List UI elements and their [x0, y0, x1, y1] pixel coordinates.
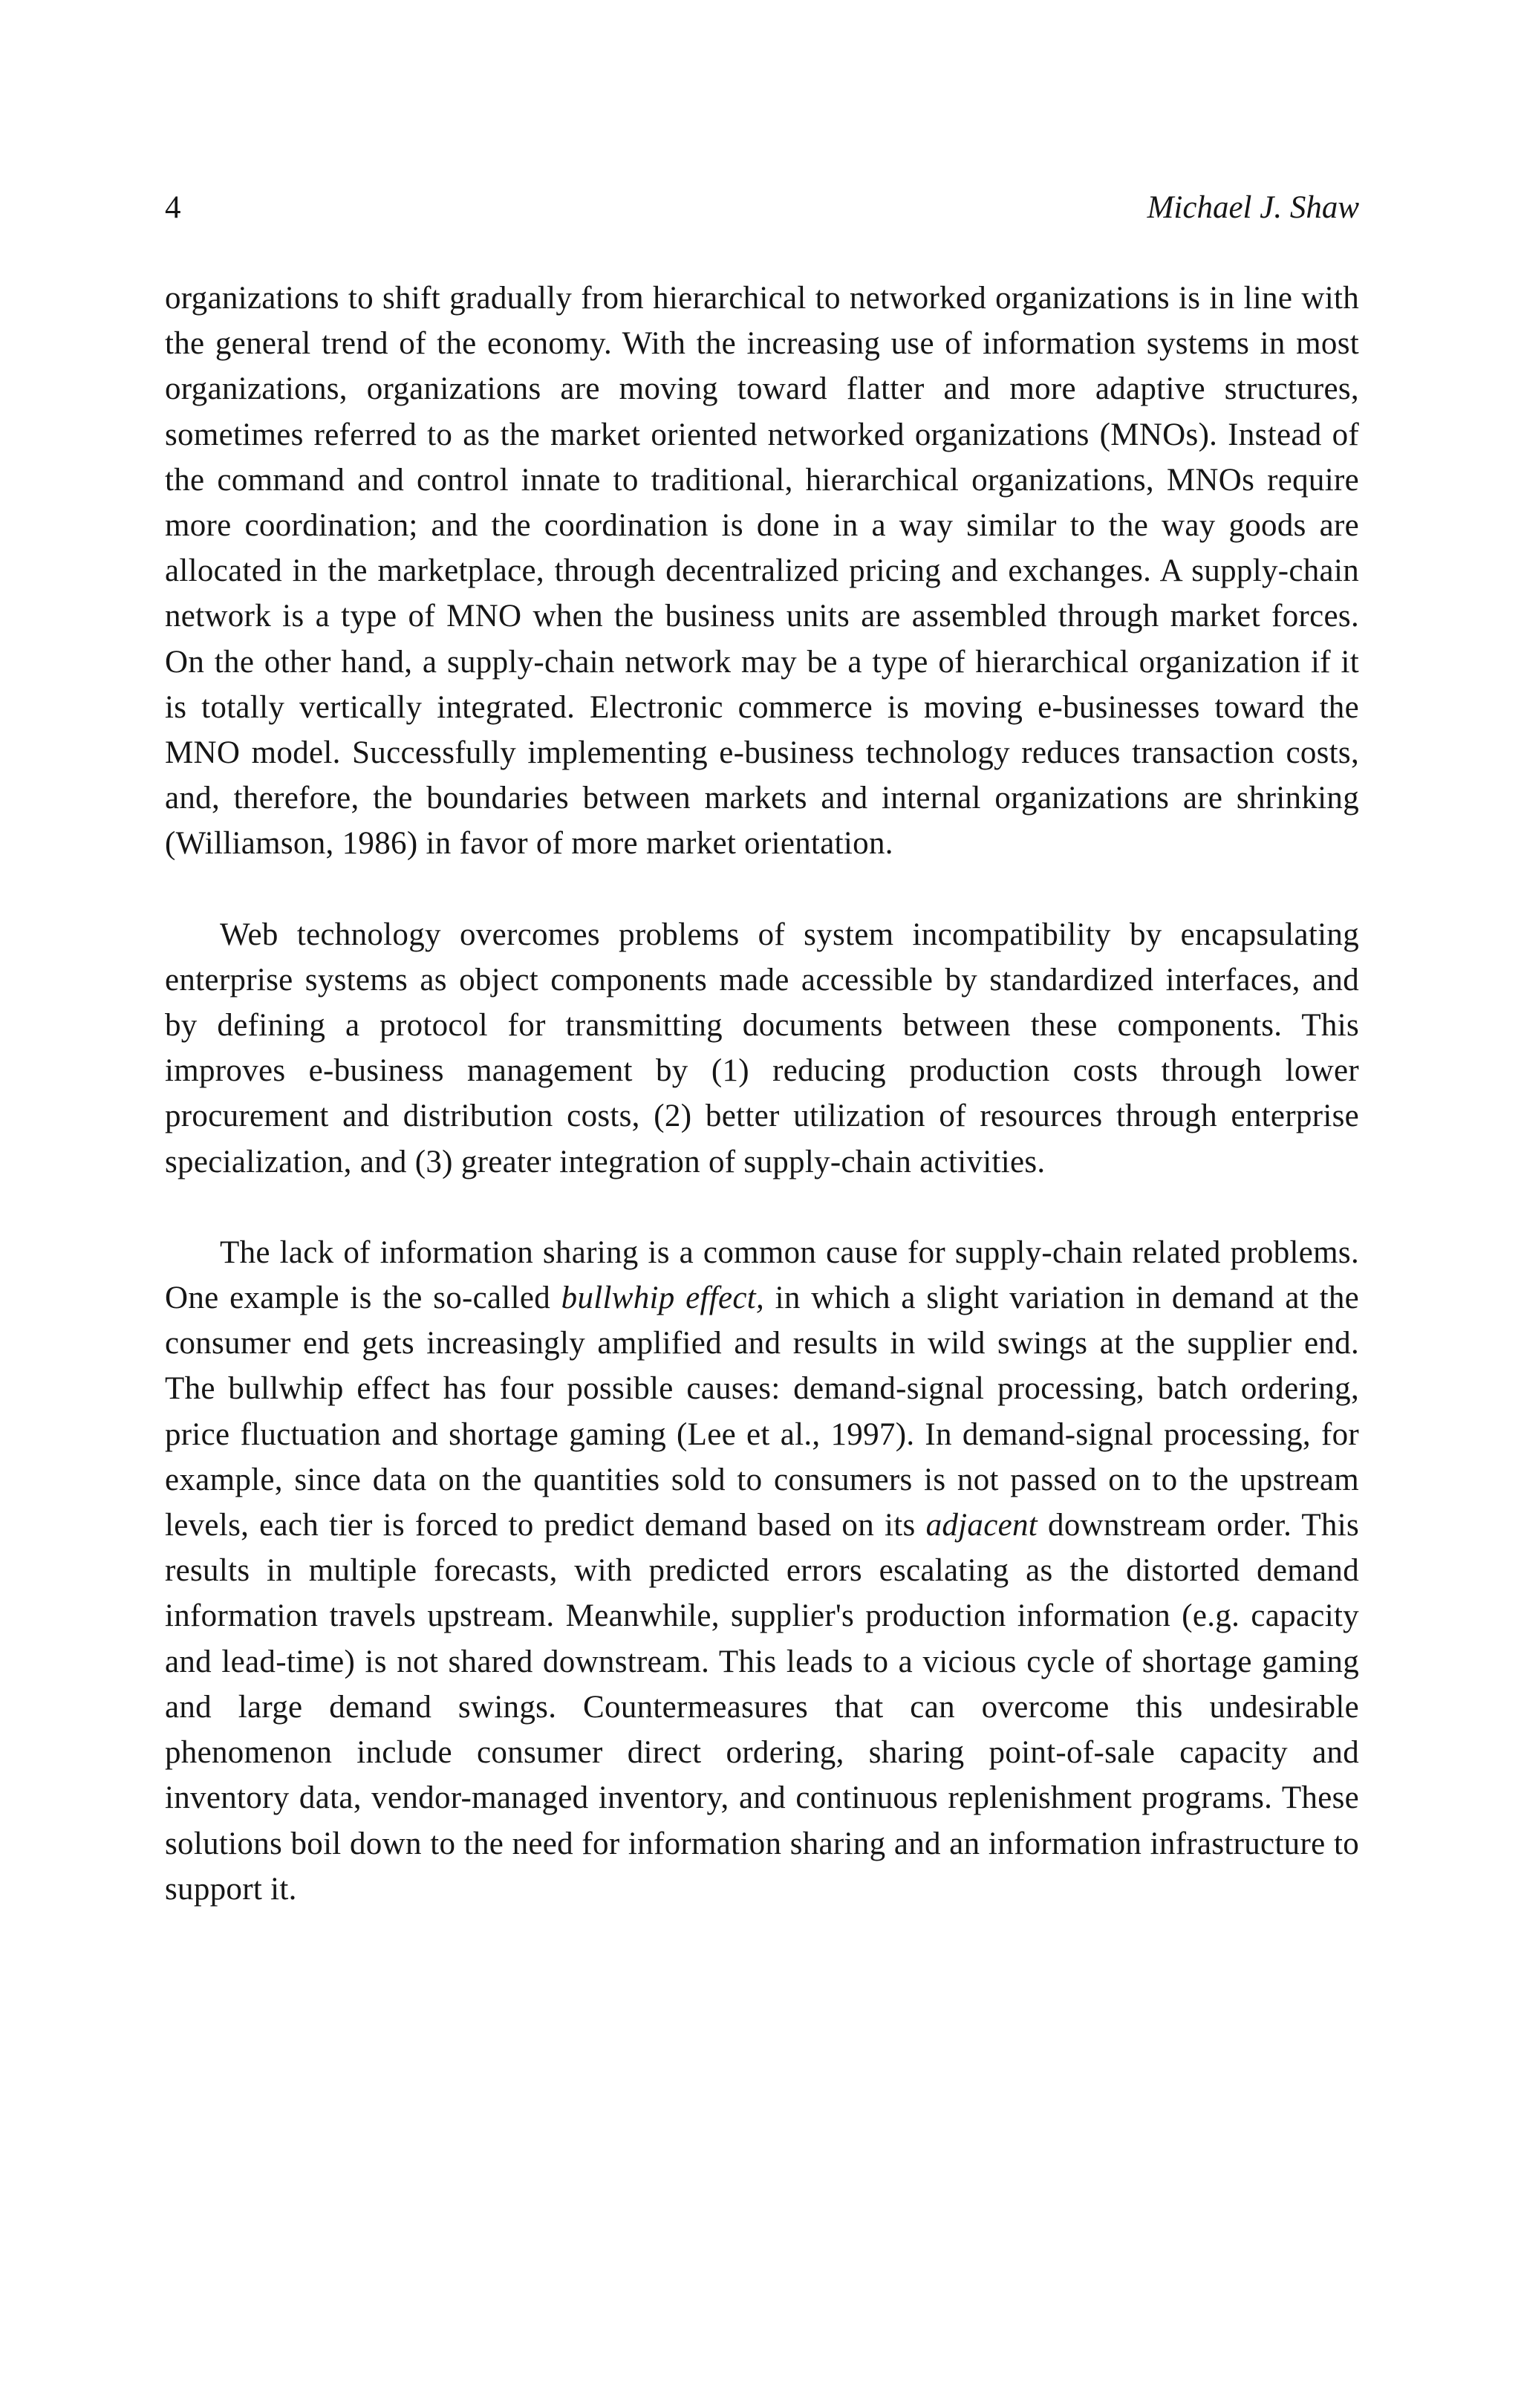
page-number: 4 — [165, 190, 181, 225]
paragraph-web-technology: Web technology overcomes problems of system incompatibility by encapsulating enterprise systems as object components made accessible by standardized interfaces, and by defining a protocol for transmitting documents between these components. This improves e-business management by (1) reducing production costs through lower procurement and distribution costs, (2) better utilization of resources through enterprise specialization, and (3) greater integration of supply-chain activities. — [165, 917, 1359, 1179]
paragraph-text: in which a slight variation in demand at the consumer end gets increasingly amplified and results in wild swings at the supplier end. The bullwhip effect has four possible causes: demand-signal processing, batch ordering, price fluctuation and shortage gaming (Lee et al., 1997). In demand-signal processing, for example, since data on the quantities sold to consumers is not passed on to the upstream levels, each tier is forced to predict demand based on its — [165, 1281, 1360, 1543]
running-author: Michael J. Shaw — [1147, 190, 1359, 225]
paragraph-information-sharing — [165, 1230, 1359, 1912]
emphasis-bullwhip-effect: bullwhip effect, — [561, 1281, 765, 1316]
emphasis-adjacent: adjacent — [925, 1508, 1038, 1543]
body-text — [165, 276, 1359, 1912]
paragraph-text: downstream order. This results in multiple forecasts, with predicted errors escalating as the distorted demand information travels upstream. Meanwhile, supplier's production information (e.g. capacity and lead-time) is not shared downstream. This leads to a vicious cycle of shortage gaming and large demand swings. Countermeasures that can overcome this undesirable phenomenon include consumer direct ordering, sharing point-of-sale capacity and inventory data, vendor-managed inventory, and continuous replenishment programs. These solutions boil down to the need for information sharing and an information infrastructure to support it. — [165, 1508, 1359, 1907]
paragraph-text: The lack of information sharing is a common cause for supply-chain related problems. One example is the so-called — [165, 1234, 1359, 1316]
running-header — [165, 186, 1359, 230]
paragraph-mno: organizations to shift gradually from hierarchical to networked organizations is in line with the general trend of the economy. With the increasing use of information systems in most organizations, organizations are moving toward flatter and more adaptive structures, sometimes referred to as the market oriented networked organizations (MNOs). Instead of the command and control innate to traditional, hierarchical organizations, MNOs require more coordination; and the coordination is done in a way similar to the way goods are allocated in the marketplace, through decentralized pricing and exchanges. A supply-chain network is a type of MNO when the business units are assembled through market forces. On the other hand, a supply-chain network may be a type of hierarchical organization if it is totally vertically integrated. Electronic commerce is moving e-businesses toward the MNO model. Successfully implementing e-business technology reduces transaction costs, and, therefore, the boundaries between markets and internal organizations are shrinking (Williamson, 1986) in favor of more market orientation. — [165, 281, 1359, 862]
